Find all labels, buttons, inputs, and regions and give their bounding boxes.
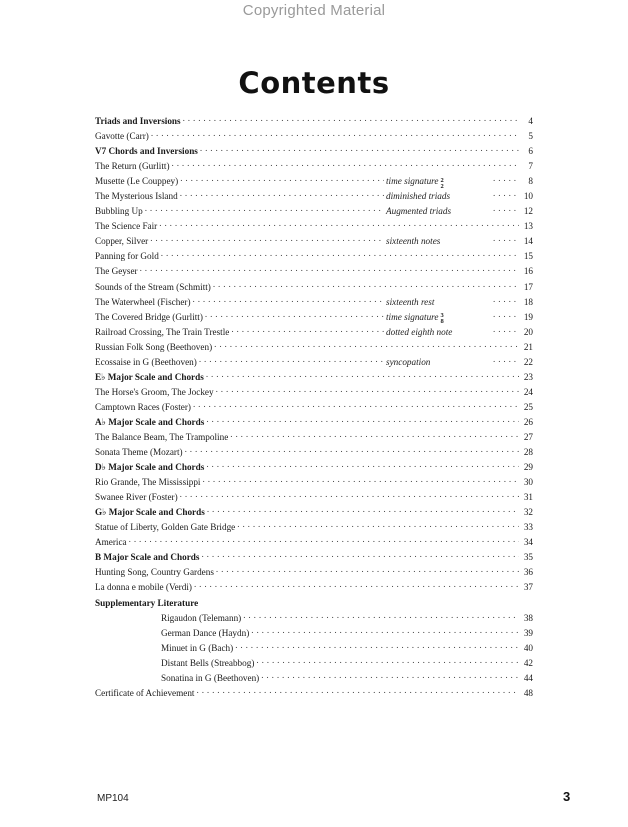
catalog-code: MP104 (97, 793, 129, 804)
toc-entry-title: Statue of Liberty, Golden Gate Bridge (95, 522, 236, 533)
toc-entry-note-text: time signature (386, 176, 439, 187)
toc-entry-page: 34 (523, 537, 533, 548)
dot-leader (206, 415, 519, 425)
toc-entry (95, 400, 533, 415)
dot-leader (172, 159, 519, 169)
dot-leader (194, 580, 519, 590)
toc-entry (95, 686, 533, 701)
toc-entry-page: 44 (523, 672, 533, 683)
toc-entry (95, 355, 533, 370)
toc-entry-title: B Major Scale and Chords (95, 552, 200, 563)
dot-leader (193, 295, 384, 305)
dot-leader (237, 520, 519, 530)
toc-entry-title: The Balance Beam, The Trampoline (95, 431, 229, 442)
toc-entry-title: Supplementary Literature (95, 597, 199, 608)
toc-entry-title: The Geyser (95, 266, 138, 277)
toc-entry-title: German Dance (Haydn) (161, 627, 250, 638)
dot-leader (216, 565, 519, 575)
dot-leader (493, 325, 519, 335)
toc-entry (95, 596, 533, 611)
toc-entry (95, 611, 533, 626)
dot-leader (151, 129, 519, 139)
toc-entry (95, 626, 533, 641)
toc-entry-page: 6 (528, 146, 533, 157)
toc-entry-title: The Covered Bridge (Gurlitt) (95, 311, 203, 322)
toc-entry-page: 16 (523, 266, 533, 277)
dot-leader (129, 535, 519, 545)
toc-entry-page: 38 (523, 612, 533, 623)
dot-leader (207, 505, 519, 515)
time-signature-glyph (440, 178, 443, 190)
dot-leader (201, 550, 519, 560)
toc-entry-page: 19 (523, 311, 533, 322)
toc-entry (95, 234, 533, 249)
toc-entry-page: 27 (523, 431, 533, 442)
toc-entry (95, 295, 533, 310)
dot-leader (180, 490, 519, 500)
toc-entry (95, 219, 533, 234)
toc-entry-title: Railroad Crossing, The Train Trestle (95, 326, 230, 337)
time-signature-glyph (440, 313, 443, 325)
toc-entry (95, 430, 533, 445)
toc-entry-note-text: syncopation (386, 356, 431, 367)
toc-entry (95, 144, 533, 159)
dot-leader (140, 264, 519, 274)
toc-entry (95, 340, 533, 355)
dot-leader (493, 189, 519, 199)
toc-entry-page: 21 (523, 341, 533, 352)
toc-entry-page: 22 (523, 356, 533, 367)
dot-leader (216, 385, 519, 395)
toc-entry-title: Distant Bells (Streabbog) (161, 657, 255, 668)
dot-leader (493, 295, 519, 305)
toc-entry-title: Sounds of the Stream (Schmitt) (95, 281, 211, 292)
dot-leader (493, 174, 519, 184)
toc-entry-note (386, 295, 491, 310)
toc-entry (95, 565, 533, 580)
toc-entry-note (386, 189, 491, 204)
toc-entry (95, 490, 533, 505)
toc-entry-page: 35 (523, 552, 533, 563)
toc-entry-page: 28 (523, 447, 533, 458)
toc-entry (95, 189, 533, 204)
toc-entry-title: Rio Grande, The Mississippi (95, 477, 201, 488)
dot-leader (231, 325, 384, 335)
toc-entry-note (386, 355, 491, 370)
toc-entry-title: The Mysterious Island (95, 191, 178, 202)
toc-entry (95, 114, 533, 129)
toc-entry-page: 10 (523, 191, 533, 202)
toc-entry-title: The Return (Gurlitt) (95, 161, 170, 172)
toc-entry-title: D♭ Major Scale and Chords (95, 462, 205, 473)
toc-entry-note-text: Augmented triads (386, 206, 452, 217)
toc-entry-title: Gavotte (Carr) (95, 131, 149, 142)
toc-entry (95, 475, 533, 490)
dot-leader (203, 475, 520, 485)
toc-entry-title: E♭ Major Scale and Chords (95, 371, 204, 382)
toc-entry (95, 204, 533, 219)
toc-entry-page: 29 (523, 462, 533, 473)
page-title: Contents (238, 66, 390, 100)
dot-leader (493, 204, 519, 214)
toc-entry-note-text: sixteenth rest (386, 296, 435, 307)
toc-entry-page: 42 (523, 657, 533, 668)
toc-entry-title: A♭ Major Scale and Chords (95, 416, 205, 427)
toc-entry-page: 30 (523, 477, 533, 488)
dot-leader (199, 355, 384, 365)
dot-leader (235, 641, 519, 651)
toc-entry-title: Bubbling Up (95, 206, 143, 217)
toc-entry-title: The Horse's Groom, The Jockey (95, 386, 214, 397)
toc-entry (95, 535, 533, 550)
toc-entry-title: Sonatina in G (Beethoven) (161, 672, 260, 683)
toc-entry-title: Panning for Gold (95, 251, 159, 262)
toc-entry (95, 656, 533, 671)
toc-entry-note-text: time signature (386, 311, 439, 322)
toc-entry-title: Certificate of Achievement (95, 687, 195, 698)
dot-leader (150, 234, 384, 244)
dot-leader (205, 310, 384, 320)
toc-entry (95, 550, 533, 565)
toc-entry (95, 671, 533, 686)
toc-entry-page: 18 (523, 296, 533, 307)
toc-entry-title: The Waterwheel (Fischer) (95, 296, 191, 307)
dot-leader (180, 174, 384, 184)
toc-entry-note-text: diminished triads (386, 191, 451, 202)
dot-leader (213, 280, 519, 290)
toc-entry (95, 325, 533, 340)
toc-entry-title: Rigaudon (Telemann) (161, 612, 242, 623)
toc-entry-page: 48 (523, 687, 533, 698)
toc-entry (95, 129, 533, 144)
toc-entry-note-text: sixteenth notes (386, 236, 441, 247)
toc-entry-page: 39 (523, 627, 533, 638)
toc-entry-page: 13 (523, 221, 533, 232)
toc-entry (95, 505, 533, 520)
toc-entry (95, 264, 533, 279)
toc-entry-page: 4 (528, 116, 533, 126)
toc-entry-page: 24 (523, 386, 533, 397)
toc-entry-note (386, 204, 491, 219)
toc-entry-title: Minuet in G (Bach) (161, 642, 234, 653)
toc-entry-page: 15 (523, 251, 533, 262)
toc-entry-page: 20 (523, 326, 533, 337)
toc-entry-page: 32 (523, 507, 533, 518)
toc-entry (95, 641, 533, 656)
toc-entry-title: Sonata Theme (Mozart) (95, 447, 183, 458)
dot-leader (493, 234, 519, 244)
toc-entry-title: Copper, Silver (95, 236, 149, 247)
page-number: 3 (563, 789, 571, 804)
toc-entry-title: Ecossaise in G (Beethoven) (95, 356, 197, 367)
toc-entry-page: 23 (523, 371, 533, 382)
toc-entry-title: La donna e mobile (Verdi) (95, 582, 192, 593)
toc-entry (95, 280, 533, 295)
toc-entry-title: Musette (Le Couppey) (95, 176, 179, 187)
toc-entry-page: 7 (528, 161, 533, 172)
dot-leader (161, 249, 519, 259)
time-signature-bottom: 8 (440, 318, 444, 326)
table-of-contents (95, 114, 533, 701)
toc-entry (95, 460, 533, 475)
toc-entry-page: 40 (523, 642, 533, 653)
copyright-watermark: Copyrighted Material (242, 2, 386, 19)
toc-entry (95, 445, 533, 460)
dot-leader (193, 400, 519, 410)
dot-leader (261, 671, 519, 681)
toc-entry (95, 174, 533, 189)
toc-entry-title: Swanee River (Foster) (95, 492, 178, 503)
toc-entry-page: 17 (523, 281, 533, 292)
time-signature-top: 2 (440, 176, 444, 184)
dot-leader (243, 611, 519, 621)
dot-leader (251, 626, 519, 636)
dot-leader (159, 219, 519, 229)
toc-entry-page: 5 (528, 131, 533, 142)
toc-entry (95, 520, 533, 535)
time-signature-bottom: 2 (440, 182, 444, 190)
toc-entry (95, 580, 533, 595)
toc-entry-title: Hunting Song, Country Gardens (95, 567, 214, 578)
dot-leader (493, 310, 519, 320)
toc-entry-note (386, 310, 491, 325)
dot-leader (197, 686, 520, 696)
toc-entry-page: 14 (523, 236, 533, 247)
dot-leader (256, 656, 519, 666)
time-signature-top: 3 (440, 312, 444, 320)
dot-leader (206, 370, 519, 380)
toc-entry-page: 31 (523, 492, 533, 503)
toc-entry (95, 249, 533, 264)
dot-leader (145, 204, 384, 214)
toc-entry-page: 36 (523, 567, 533, 578)
toc-entry-title: Russian Folk Song (Beethoven) (95, 341, 213, 352)
toc-entry-page: 25 (523, 401, 533, 412)
toc-entry (95, 159, 533, 174)
toc-entry-page: 33 (523, 522, 533, 533)
toc-entry-title: Triads and Inversions (95, 116, 181, 126)
toc-entry-note (386, 234, 491, 249)
toc-entry-title: G♭ Major Scale and Chords (95, 507, 205, 518)
toc-entry-title: America (95, 537, 127, 548)
toc-entry (95, 385, 533, 400)
dot-leader (185, 445, 519, 455)
dot-leader (214, 340, 519, 350)
dot-leader (180, 189, 384, 199)
dot-leader (493, 355, 519, 365)
toc-entry (95, 370, 533, 385)
toc-entry-note (386, 325, 491, 340)
dot-leader (183, 114, 519, 124)
dot-leader (200, 144, 519, 154)
toc-entry-title: Camptown Races (Foster) (95, 401, 191, 412)
toc-entry (95, 310, 533, 325)
toc-entry-note-text: dotted eighth note (386, 326, 453, 337)
toc-entry-title: The Science Fair (95, 221, 158, 232)
toc-entry-note (386, 174, 491, 189)
toc-entry-page: 12 (523, 206, 533, 217)
toc-entry-page: 8 (528, 176, 533, 187)
toc-entry-page: 37 (523, 582, 533, 593)
toc-entry-page: 26 (523, 416, 533, 427)
dot-leader (230, 430, 519, 440)
toc-entry (95, 415, 533, 430)
toc-entry-title: V7 Chords and Inversions (95, 146, 198, 157)
dot-leader (206, 460, 519, 470)
